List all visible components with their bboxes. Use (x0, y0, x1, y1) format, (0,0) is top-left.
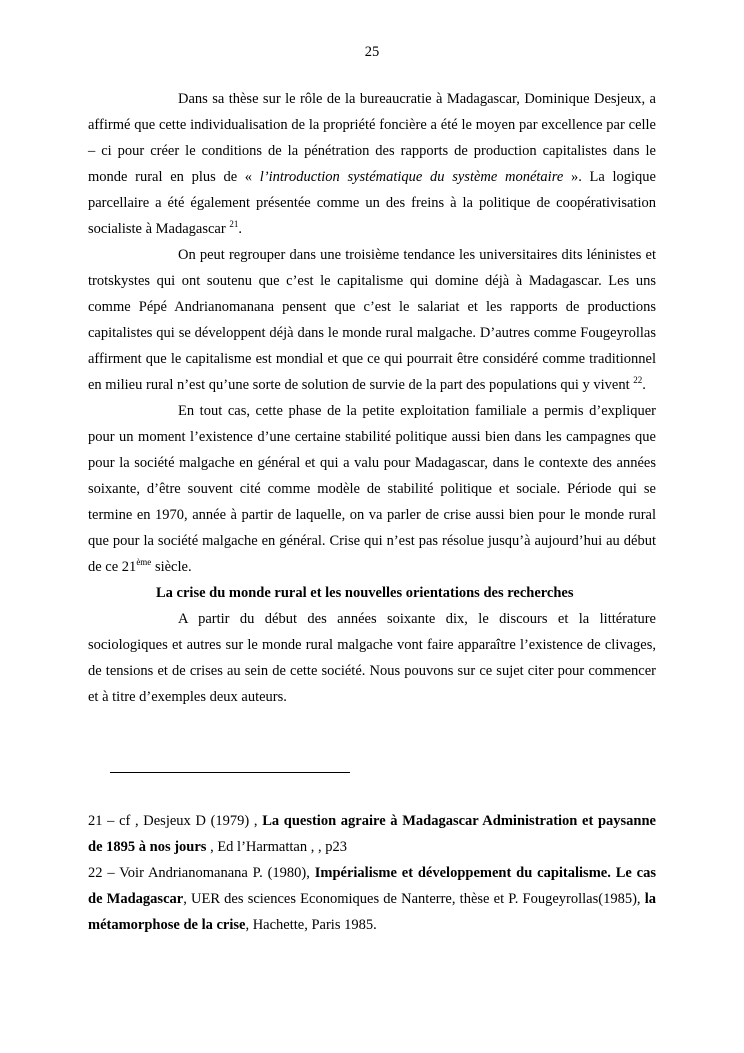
footnote-21-prefix: 21 – cf , Desjeux D (1979) , (88, 813, 263, 829)
paragraph-1-text: Dans sa thèse sur le rôle de la bureaucratie à Madagascar, Dominique Desjeux, a affirmé que cette individualisation de la propriété foncière a été le moyen par excellence par celle – ci pour créer le conditions de la pénétration des rapports de production capitalistes dans le monde rural en plus de « (88, 91, 656, 185)
footnote-22 (88, 860, 656, 938)
footnote-22-title-1: Impérialisme et développement du capitalisme. Le cas de Madagascar (88, 865, 656, 907)
footnote-21-suffix: , Ed l’Harmattan , , p23 (206, 839, 347, 855)
footnote-21-title: La question agraire à Madagascar Administration et paysanne de 1895 à nos jours (88, 813, 656, 855)
footnote-22-suffix: , Hachette, Paris 1985. (245, 917, 377, 933)
footnote-22-middle: , UER des sciences Economiques de Nanterre, thèse et P. Fougeyrollas(1985), (183, 891, 645, 907)
paragraph-1-italic: l’introduction systématique du système monétaire (259, 169, 564, 185)
paragraph-2-text: On peut regrouper dans une troisième tendance les universitaires dits léninistes et trotskystes qui ont soutenu que c’est le capitalisme qui domine déjà à Madagascar. Les uns comme Pépé Andrianomanana pensent que c’est le salariat et les rapports de productions capitalistes qui se développent déjà dans le monde rural malgache. D’autres comme Fougeyrollas affirment que le capitalisme est mondial et que ce qui pourrait être considéré comme traditionnel en milieu rural n’est qu’une sorte de solution de survie de la part des populations qui y vivent (88, 247, 656, 393)
footnote-ref-21[interactable]: 21 (229, 219, 239, 229)
paragraph-1-end: . (238, 221, 242, 237)
paragraph-2 (88, 242, 656, 398)
footnote-ref-22[interactable]: 22 (633, 375, 643, 385)
footnotes (88, 808, 656, 938)
paragraph-4: A partir du début des années soixante dix, le discours et la littérature sociologiques et autres sur le monde rural malgache vont faire apparaître l’existence de clivages, de tensions et de crises au sein de cette société. Nous pouvons sur ce sujet citer pour commencer et à titre d’exemples deux auteurs. (88, 611, 656, 705)
paragraph-2-end: . (642, 377, 646, 393)
paragraph-1 (88, 86, 656, 242)
body-text (88, 86, 656, 710)
footnote-21 (88, 808, 656, 860)
footnote-22-title-2: la métamorphose de la crise (88, 891, 656, 933)
paragraph-1-text-cont: ». La logique parcellaire a été également présentée comme un des freins à la politique de coopérativisation socialiste à Madagascar (88, 169, 656, 237)
paragraph-3 (88, 398, 656, 580)
paragraph-3-end: siècle. (151, 559, 192, 575)
page-number: 25 (364, 44, 380, 60)
footnote-separator (110, 772, 350, 773)
superscript-eme: ème (136, 557, 152, 567)
paragraph-3-text: En tout cas, cette phase de la petite exploitation familiale a permis d’expliquer pour un moment l’existence d’une certaine stabilité politique aussi bien dans les campagnes que pour la société malgache en général et qui a valu pour Madagascar, dans le contexte des années soixante, d’être souvent cité comme modèle de stabilité politique et sociale. Période qui se termine en 1970, année à partir de laquelle, on va parler de crise aussi bien pour le monde rural que pour la société malgache en général. Crise qui n’est pas résolue jusqu’à aujourd’hui au début de ce 21 (88, 403, 656, 575)
footnote-22-prefix: 22 – Voir Andrianomanana P. (1980), (88, 865, 315, 881)
section-heading: La crise du monde rural et les nouvelles orientations des recherches (156, 585, 574, 601)
